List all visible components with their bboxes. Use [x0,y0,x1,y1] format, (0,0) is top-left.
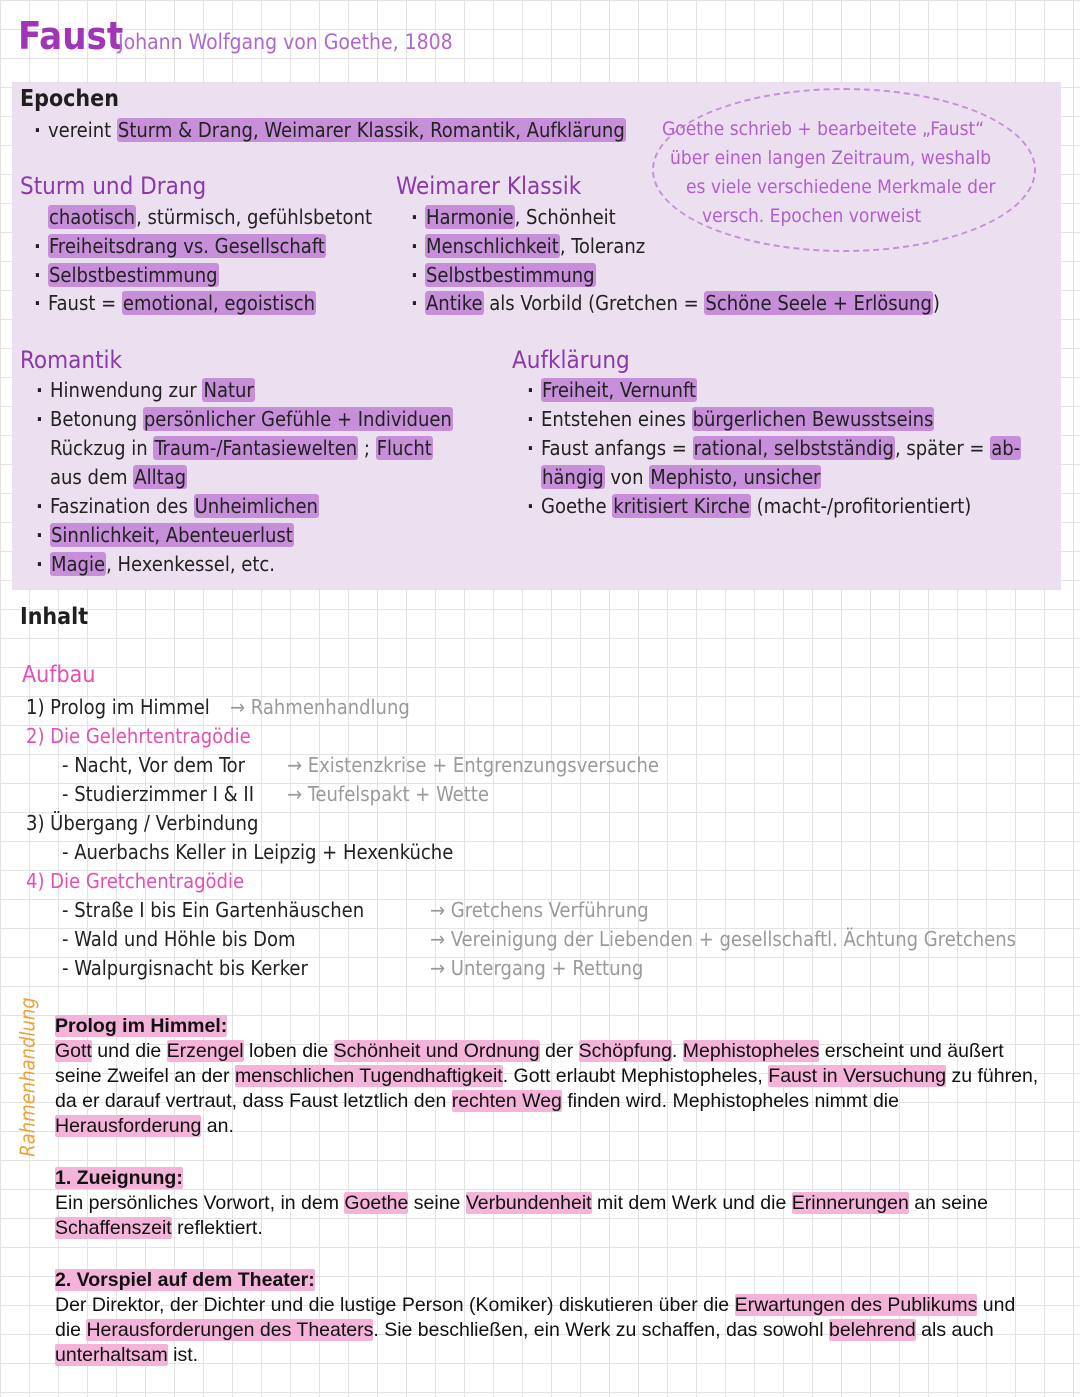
romantik-line-3: Rückzug in Traum-/Fantasiewelten ; Flucht [50,436,432,460]
zueignung-paragraph: 1. Zueignung: Ein persönliches Vorwort, in dem Goethe seine Verbundenheit mit dem Werk und die Erinnerungen an seine Schaffenszeit reflektiert. [55,1167,988,1239]
romantik-heading: Romantik [20,346,123,374]
aufbau-note-4b: → Vereinigung der Liebenden + gesellschaftl. Ächtung Gretchens [430,927,1016,951]
vorspiel-paragraph: 2. Vorspiel auf dem Theater: Der Direktor, der Dichter und die lustige Person (Komiker) diskutieren über die Erwartungen des Publikums und die Herausforderungen des Theaters. Sie beschließen, ein Werk zu schaffen, das sowohl belehrend als auch unterhaltsam ist. [55,1269,1016,1366]
aufbau-item-4c: - Walpurgisnacht bis Kerker [62,956,308,980]
romantik-line-4: aus dem Alltag [50,465,187,489]
aufbau-item-2b: - Studierzimmer I & II [62,782,255,806]
romantik-line-5: · Faszination des Unheimlichen [50,494,319,518]
page-subtitle: Johann Wolfgang von Goethe, 1808 [118,30,453,54]
epochen-line: · vereint Sturm & Drang, Weimarer Klassik, Romantik, Aufklärung [48,118,626,142]
aufklaerung-line-1: · Freiheit, Vernunft [541,378,697,402]
page-title: Faust [18,14,124,58]
aufbau-item-4b: - Wald und Höhle bis Dom [62,927,296,951]
romantik-line-7: · Magie, Hexenkessel, etc. [50,552,275,576]
weimar-line-1: · Harmonie, Schönheit [425,205,616,229]
note-line-4: versch. Epochen vorweist [702,205,922,227]
weimar-line-2: · Menschlichkeit, Toleranz [425,234,645,258]
aufklaerung-line-5: · Goethe kritisiert Kirche (macht-/profitorientiert) [541,494,971,518]
aufbau-item-4a: - Straße I bis Ein Gartenhäuschen [62,898,365,922]
epochen-heading: Epochen [20,86,119,112]
aufklaerung-line-4: hängig von Mephisto, unsicher [542,465,821,489]
aufbau-note-4a: → Gretchens Verführung [430,898,649,922]
inhalt-heading: Inhalt [20,604,89,630]
side-label: Rahmenhandlung [15,997,40,1157]
romantik-line-6: · Sinnlichkeit, Abenteuerlust [50,523,294,547]
romantik-line-1: · Hinwendung zur Natur [50,378,255,402]
sturm-heading: Sturm und Drang [20,172,207,200]
note-cloud [652,88,1036,252]
weimar-line-4: · Antike als Vorbild (Gretchen = Schöne Seele + Erlösung) [425,291,940,315]
aufbau-note-2a: → Existenzkrise + Entgrenzungsversuche [287,753,659,777]
aufklaerung-line-2: · Entstehen eines bürgerlichen Bewusstseins [541,407,934,431]
sturm-line-1: chaotisch, stürmisch, gefühlsbetont [49,205,373,229]
aufbau-item-3: 3) Übergang / Verbindung [26,811,259,835]
aufbau-heading: Aufbau [22,662,96,688]
romantik-line-2: · Betonung persönlicher Gefühle + Individuen [50,407,453,431]
note-line-1: Goethe schrieb + bearbeitete „Faust“ [662,118,985,140]
note-line-2: über einen langen Zeitraum, weshalb [670,147,992,169]
aufbau-item-4: 4) Die Gretchentragödie [26,869,245,893]
note-line-3: es viele verschiedene Merkmale der [686,176,996,198]
aufbau-item-2: 2) Die Gelehrtentragödie [26,724,251,748]
aufbau-note-4c: → Untergang + Rettung [430,956,644,980]
aufklaerung-line-3: · Faust anfangs = rational, selbstständig, später = ab- [541,436,1021,460]
aufbau-item-1: 1) Prolog im Himmel [26,695,210,719]
weimar-heading: Weimarer Klassik [396,172,582,200]
weimar-line-3: · Selbstbestimmung [425,263,596,287]
aufbau-note-1: → Rahmenhandlung [230,695,410,719]
prolog-paragraph: Prolog im Himmel: Gott und die Erzengel loben die Schönheit und Ordnung der Schöpfung. Mephistopheles erscheint und äußert seine Zweifel an der menschlichen Tugendhaftigkeit. Gott erlaubt Mephistopheles, Faust in Versuchung zu führen, da er darauf vertraut, dass Faust letztlich den rechten Weg finden wird. Mephistopheles nimmt die Herausforderung an. [55,1015,1039,1137]
aufbau-note-2b: → Teufelspakt + Wette [287,782,489,806]
sturm-line-4: · Faust = emotional, egoistisch [48,291,316,315]
aufbau-item-2a: - Nacht, Vor dem Tor [62,753,246,777]
sturm-line-2: · Freiheitsdrang vs. Gesellschaft [48,234,326,258]
sturm-line-3: · Selbstbestimmung [48,263,219,287]
aufklaerung-heading: Aufklärung [512,346,630,374]
aufbau-item-3a: - Auerbachs Keller in Leipzig + Hexenküche [62,840,454,864]
